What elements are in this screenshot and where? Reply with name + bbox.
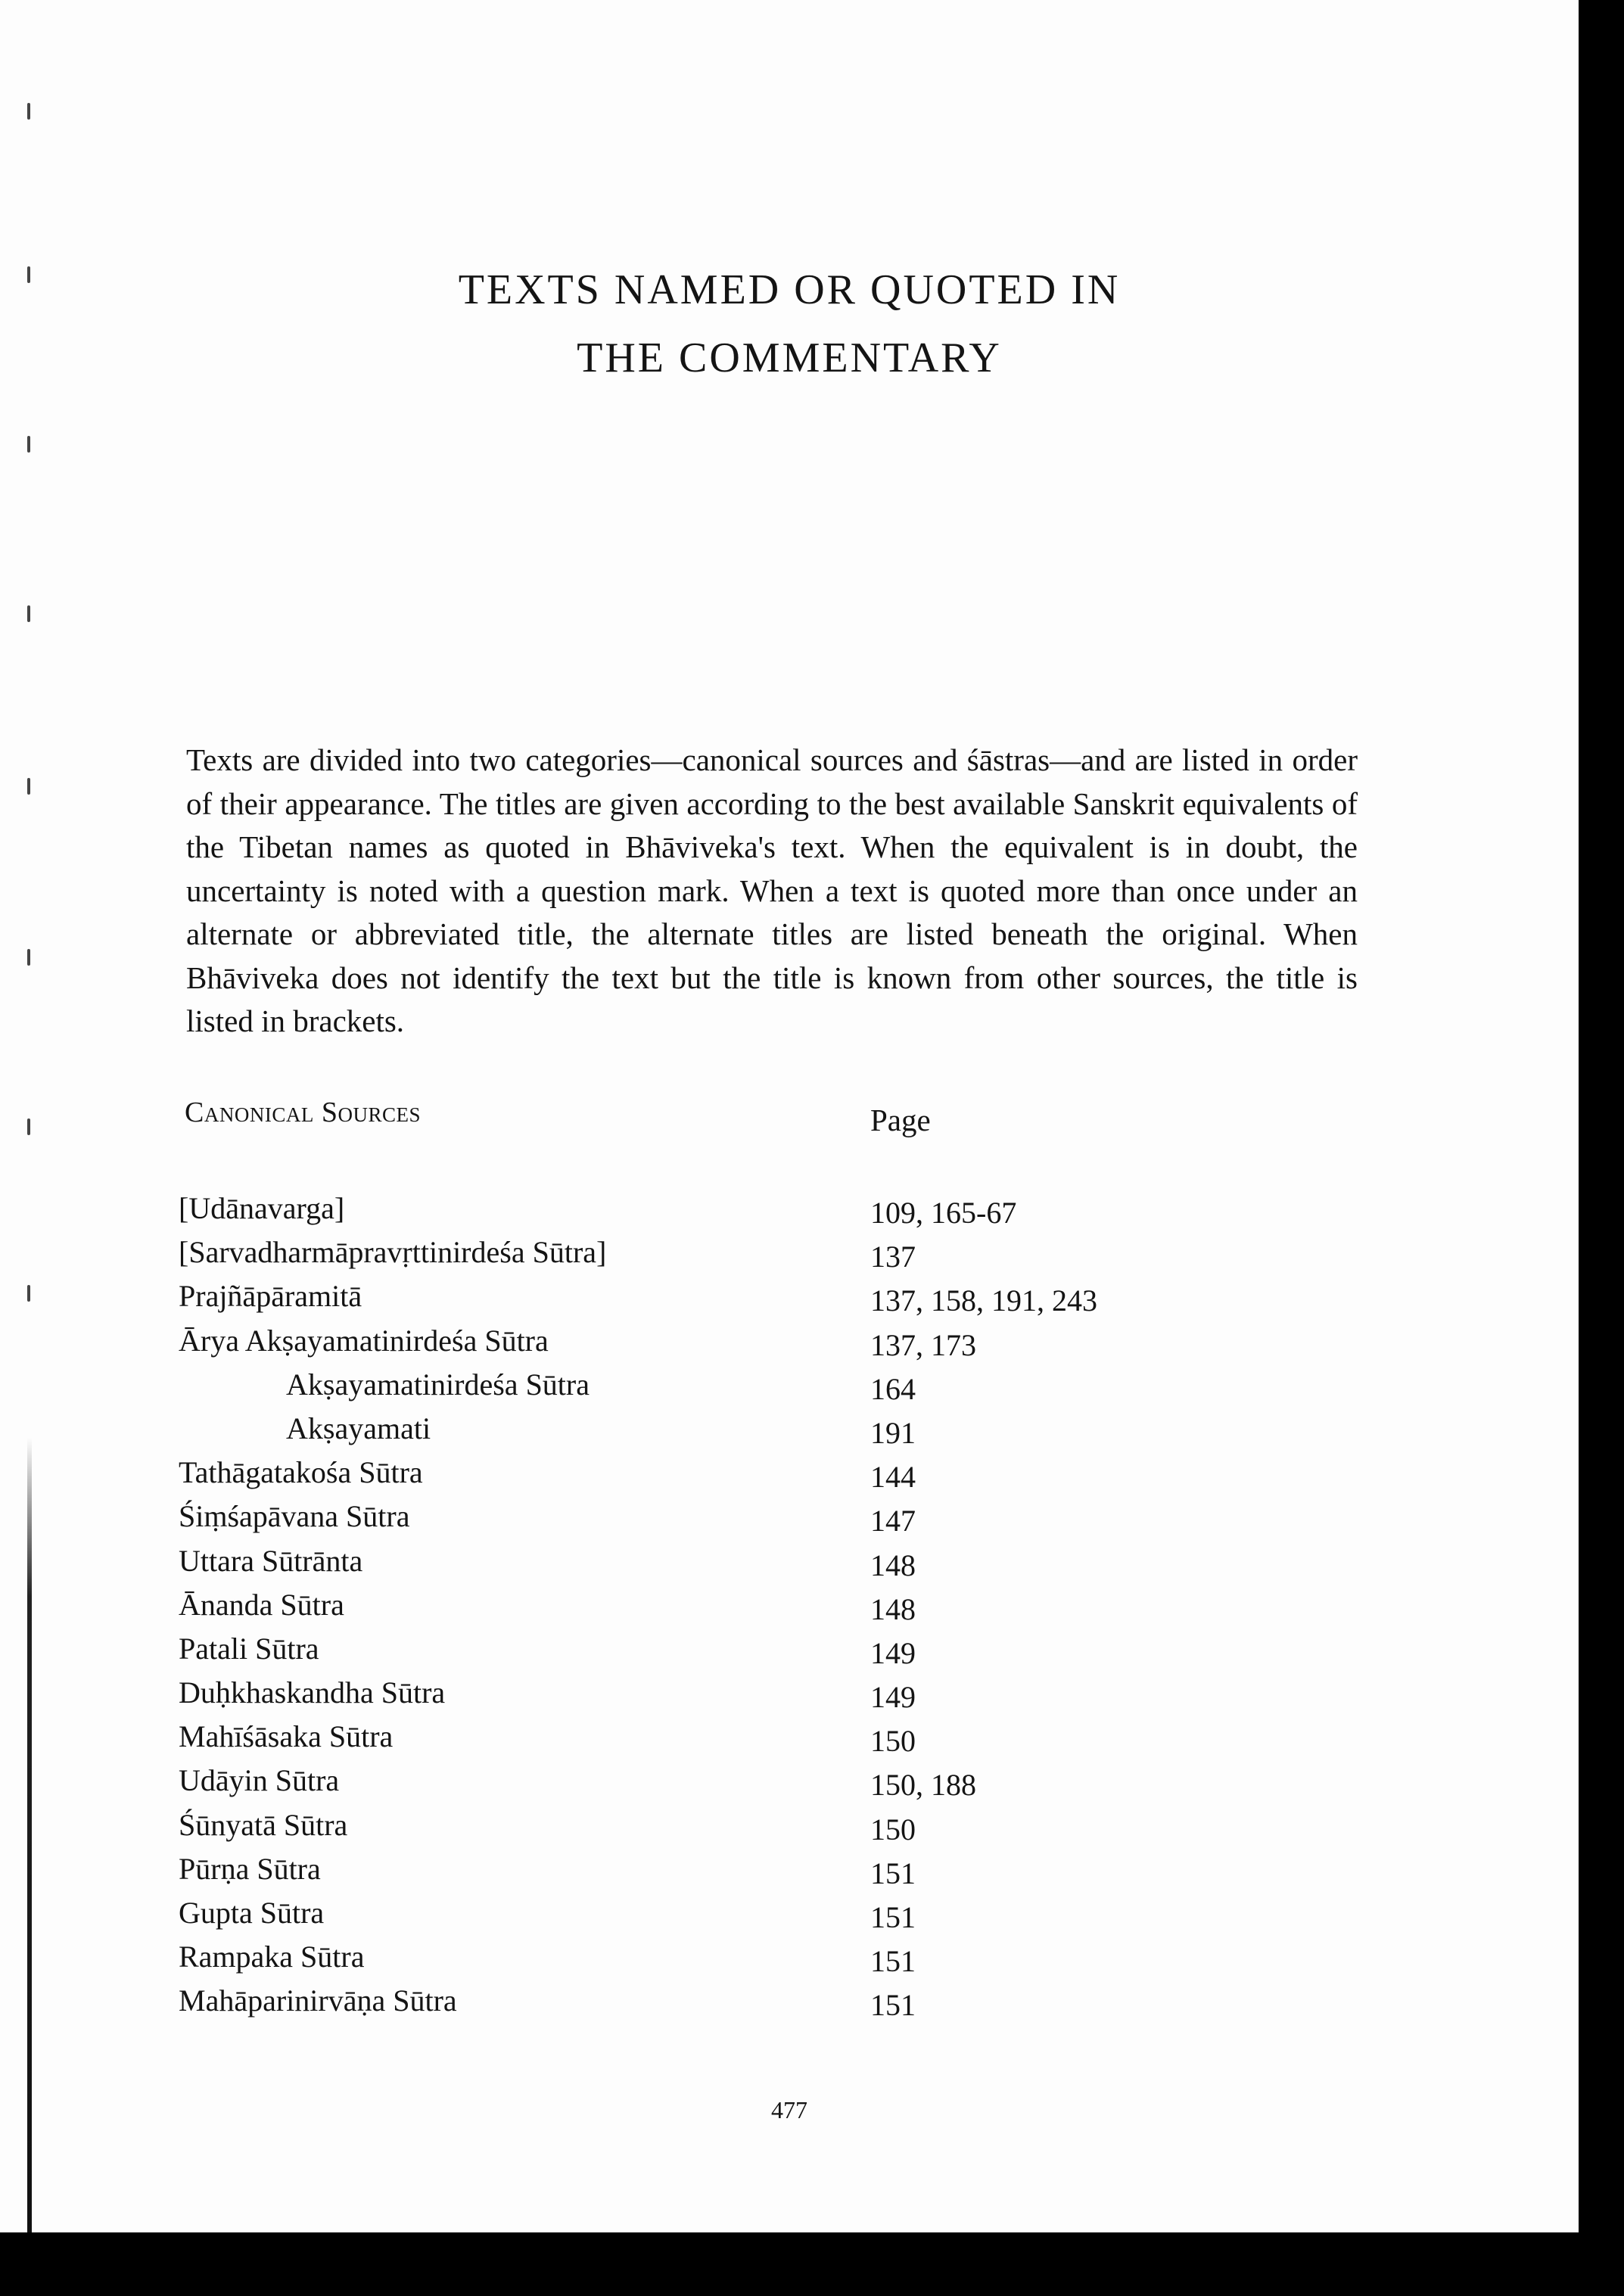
page-references: 151 [870, 1988, 916, 2023]
scan-border-right [1579, 0, 1624, 2296]
binding-mark [27, 1285, 30, 1302]
page-references: 148 [870, 1548, 916, 1582]
list-item [179, 1495, 1314, 1538]
list-item [179, 1274, 1314, 1318]
list-item [179, 1759, 1314, 1803]
text-title: Ānanda Sūtra [179, 1587, 344, 1622]
binding-mark [27, 949, 30, 966]
intro-paragraph: Texts are divided into two categories—canonical sources and śāstras—and are listed in order of their appearance. The titles are given according to the best available Sanskrit equivalents of the Tibetan names as quoted in Bhāviveka's text. When the equivalent is in doubt, the uncertainty is noted with a question mark. When a text is quoted more than once under an alternate or abbreviated title, the alternate titles are listed beneath the original. When Bhāviveka does not identify the text but the title is known from other sources, the title is listed in brackets. [186, 742, 1358, 1038]
scan-border-bottom [0, 2232, 1624, 2296]
list-item [179, 1715, 1314, 1759]
binding-mark [27, 103, 30, 120]
binding-mark [27, 436, 30, 453]
text-title: Tathāgatakośa Sūtra [179, 1455, 423, 1490]
text-title: Gupta Sūtra [179, 1896, 325, 1930]
binding-mark [27, 778, 30, 795]
binding-mark [27, 1118, 30, 1135]
column-heading-page: Page [870, 1103, 931, 1137]
list-item [179, 1891, 1314, 1935]
page-references: 149 [870, 1680, 916, 1715]
text-title: Ārya Akṣayamatinirdeśa Sūtra [179, 1323, 549, 1358]
page-references: 191 [870, 1415, 916, 1450]
page-references: 151 [870, 1856, 916, 1890]
list-item [179, 1583, 1314, 1627]
page-references: 109, 165-67 [870, 1196, 1017, 1230]
page-references: 147 [870, 1504, 916, 1538]
page-references: 150 [870, 1724, 916, 1759]
list-item-alternate-title [179, 1407, 1314, 1451]
list-item [179, 1979, 1314, 2023]
page-title [0, 256, 1579, 392]
text-title: Udāyin Sūtra [179, 1763, 340, 1798]
page-references: 144 [870, 1460, 916, 1495]
list-item [179, 1671, 1314, 1715]
binding-mark [27, 605, 30, 622]
list-item [179, 1319, 1314, 1363]
list-item [179, 1803, 1314, 1847]
page-references: 137, 158, 191, 243 [870, 1283, 1097, 1318]
page-references: 137, 173 [870, 1327, 976, 1362]
list-item [179, 1230, 1314, 1274]
text-title: Pūrṇa Sūtra [179, 1851, 321, 1886]
page-title-line-1: TEXTS NAMED OR QUOTED IN [458, 266, 1121, 313]
text-title: Akṣayamati [286, 1411, 431, 1445]
text-title: [Udānavarga] [179, 1191, 345, 1225]
page-references: 164 [870, 1371, 916, 1406]
list-item [179, 1451, 1314, 1495]
text-title: Śiṃśapāvana Sūtra [179, 1499, 410, 1534]
section-heading-canonical-sources: Canonical Sources [185, 1097, 421, 1128]
text-title: Prajñāpāramitā [179, 1279, 362, 1314]
page-number: 477 [771, 2096, 807, 2123]
text-title: [Sarvadharmāpravṛttinirdeśa Sūtra] [179, 1235, 607, 1270]
list-item [179, 1847, 1314, 1891]
page-references: 148 [870, 1591, 916, 1626]
page-references: 150, 188 [870, 1768, 976, 1803]
list-item [179, 1627, 1314, 1671]
list-item [179, 1539, 1314, 1583]
list-item [179, 1935, 1314, 1979]
page-references: 151 [870, 1944, 916, 1979]
page-references: 137 [870, 1240, 916, 1274]
page-references: 149 [870, 1635, 916, 1670]
page-references: 151 [870, 1900, 916, 1934]
text-title: Rampaka Sūtra [179, 1940, 365, 1974]
text-title: Akṣayamatinirdeśa Sūtra [286, 1367, 590, 1402]
list-item [179, 1187, 1314, 1230]
text-title: Śūnyatā Sūtra [179, 1807, 348, 1842]
text-title: Uttara Sūtrānta [179, 1543, 363, 1578]
page-references: 150 [870, 1812, 916, 1846]
page-title-line-2: THE COMMENTARY [577, 334, 1002, 381]
text-title: Mahāparinirvāṇa Sūtra [179, 1983, 457, 2018]
text-title: Duḥkhaskandha Sūtra [179, 1675, 446, 1710]
canonical-sources-list [179, 1187, 1314, 2024]
list-item-alternate-title [179, 1363, 1314, 1407]
text-title: Patali Sūtra [179, 1631, 319, 1666]
text-title: Mahīśāsaka Sūtra [179, 1719, 394, 1754]
